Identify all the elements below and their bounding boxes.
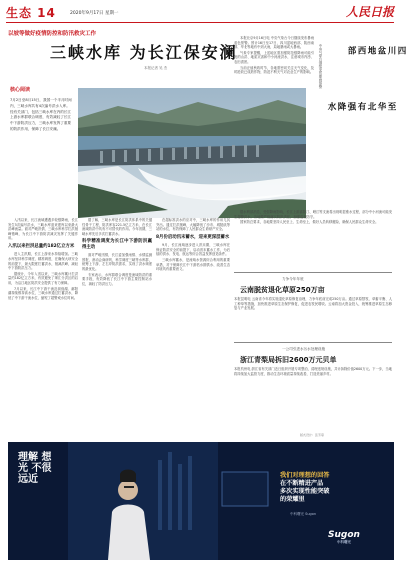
subheading: 8月份启动汛末蓄水，迎来更深层蓄水 bbox=[156, 234, 230, 240]
sugon-logo-caption: 中科曙光 bbox=[336, 540, 351, 544]
ad-line: 的荣耀里 bbox=[280, 496, 305, 503]
paragraph: 在超标准洪水的应对中，三峡水库的作用尤其突出。通过拦洪削峰，大幅降低了沙市、城陵矶等站的水位，有效保障了人民群众生命财产安全。 bbox=[156, 218, 230, 232]
ad-line: 多次实现性能突破 bbox=[280, 488, 330, 495]
paragraph: 进入主汛期，长江上游来水持续增加。三峡水库坚持科学调度，精准调度，在确保大坝安全的前提下，最大限度拦蓄洪水，削减洪峰，减轻中下游防洪压力。 bbox=[8, 252, 78, 271]
byline: 本报记者 吴 杰 bbox=[144, 66, 168, 70]
paragraph: 据统计，今年入汛以来，三峡水库累计拦洪量约182亿立方米，有效避免了荆江分洪区的启用，为沿江地区防洪安全提供了有力保障。 bbox=[8, 271, 78, 285]
paragraph: 据了解，三峡水库是长江防洪体系中的关键性骨干工程，防洪库容221.5亿立方米，在长江流域防洪中具有不可替代的作用。今年汛期，三峡水库先后多次拦蓄洪水。 bbox=[82, 218, 152, 236]
masthead bbox=[6, 4, 394, 24]
ad-tag: 中科曙光 Sugon bbox=[290, 512, 317, 516]
paragraph: 9月，长江流域逐步进入汛末期，三峡水库在保证防洪安全的前提下，启动汛末蓄水工作，为后续的供水、发电、航运等综合效益发挥创造条件。 bbox=[156, 243, 230, 257]
article-column-b bbox=[82, 218, 152, 432]
paragraph: 三峡水库蓄水，是流域水资源综合利用的重要举措，对于保障长江中下游枯水期供水、改善生态环境具有重要意义。 bbox=[156, 257, 230, 272]
lead-heading: 核心阅读 bbox=[10, 87, 31, 93]
paragraph: 面对严峻汛情，长江委加强雨情、水情监测预报，滚动会商研判，科学调度三峡等水库群，统筹上下游、左右岸防洪需求，实现了洪水调度的最优化。 bbox=[82, 253, 152, 271]
ad-line: 在不断精进产品 bbox=[280, 480, 324, 487]
ad-right-slogan bbox=[280, 472, 384, 504]
paragraph: 本报北京9月16日电 中央气象台今日继续发布暴雨蓝色预警。预计16日至17日，四川盆地西部、陕西南部、华北等地有中到大雨，局地暴雨或大暴雨。 bbox=[234, 36, 314, 50]
design-credit: 版式设计：张芳曼 bbox=[300, 433, 325, 437]
brief-body: 本报昆明电 云南省今年将实施退化草原修复治理，力争年底前完成250万亩。通过草原禁牧、草畜平衡、人工种草等措施，加快推进草原生态保护修复，促进农牧民增收。云南将加大资金投入，统筹推进草原生态修复与产业发展。 bbox=[234, 297, 392, 311]
paragraph: 据水利部消息，受强降雨影响，长江上游嘉陵江、岷江等支流将出现明显涨水过程，部分中小河流可能发生超警洪水。各地要严格落实防汛责任，加强巡查防守。 bbox=[234, 210, 392, 219]
brief-headline: 云南脱贫退化草原250万亩 bbox=[240, 286, 325, 294]
brief-kicker: 力争今年年底 bbox=[282, 277, 304, 281]
brief-kicker: 一公司引进水污水处理设施 bbox=[282, 347, 326, 351]
section-label: 生态 14 bbox=[6, 6, 56, 20]
headline: 三峡水库 为长江保安澜 bbox=[50, 43, 238, 62]
subheading: 科学精准调度为长江中下游防洪赢得主动 bbox=[82, 239, 152, 250]
paragraph: 国家防总要求，各地要坚持人民至上、生命至上，做好人员转移避险，确保人民群众生命安全。 bbox=[240, 220, 379, 225]
ad-left-slogan: 理解 想光 不很 远近 bbox=[18, 452, 52, 485]
masthead-rule bbox=[6, 22, 394, 23]
brief-body: 本报杭州电 浙江省有关部门近日组织开展专项整治，清理违规设施，共计拆除价值2600万元。下一步，当地将持续加大监管力度，推动生态环境质量持续改善，打造美丽乡村。 bbox=[234, 367, 392, 376]
ad-line: 我们对理想的回答 bbox=[280, 472, 330, 479]
weather-kicker: 中央气象台继续发布暴雨预警 bbox=[318, 44, 322, 89]
newspaper-logo: 人民日报 bbox=[345, 5, 394, 19]
weather-column-e bbox=[234, 210, 392, 270]
kicker: 以坡等做好疫情防控和防汛救灾工作 bbox=[8, 31, 97, 37]
brief-headline: 浙江青梨局拆旧2600万元贝单 bbox=[240, 356, 337, 364]
paragraph: 专家表示，水库群联合调度是流域防洪的重要手段，有效降低了长江中下游主要控制站水位，减轻了防洪压力。 bbox=[82, 272, 152, 286]
sugon-logo bbox=[328, 530, 360, 545]
issue-date: 2020年9月17日 星期一 bbox=[70, 11, 119, 16]
article-column-a bbox=[8, 218, 78, 432]
paragraph: 当前正值秋收时节，各地需密切关注天气变化，及时抢收已成熟作物，防范不利天气对农业生产的影响。 bbox=[234, 65, 314, 75]
subheading: 入汛以来拦洪总量约182亿立方米 bbox=[8, 243, 75, 249]
weather-headline-line2: 至华北有强降水 bbox=[326, 102, 396, 112]
article-column-c bbox=[156, 218, 230, 432]
divider bbox=[234, 272, 392, 273]
lead-body: 7月2日至8月15日，我国一个半月时间内，三峡水库共有4次编号洪水入库。经有关部门，包括三峡水库在内的长江上游水库群联合调度，有效减轻了长江中下游防洪压力，三峡水库发挥了重要的防洪作用，保障了长江安澜。 bbox=[10, 98, 72, 131]
advertisement bbox=[8, 442, 394, 560]
weather-headline-line1: 四川盆地西部 bbox=[346, 46, 406, 56]
sugon-logo-text: Sugon bbox=[328, 530, 360, 540]
paragraph: 气象专家提醒，上述地区需加强防范强降雨可能引发的山洪、地质灾害和中小河流洪水，注意城市内涝、农田渍涝。 bbox=[234, 50, 314, 64]
divider bbox=[234, 342, 392, 343]
paragraph: 入汛以来，长江流域遭遇多轮强降雨，长江发生5次编号洪水，三峡水库迎来建库以来最大洪峰流量。面对严峻汛情，三峡水库科学拦洪削峰错峰，为长江中下游防洪减灾发挥了关键作用。 bbox=[8, 218, 78, 241]
paragraph: 7月以来，长江中下游干流及洞庭湖、鄱阳湖持续维持高水位，三峡水库通过拦蓄洪水，降低了中下游干流水位，缩短了超警戒水位时间。 bbox=[8, 286, 78, 300]
